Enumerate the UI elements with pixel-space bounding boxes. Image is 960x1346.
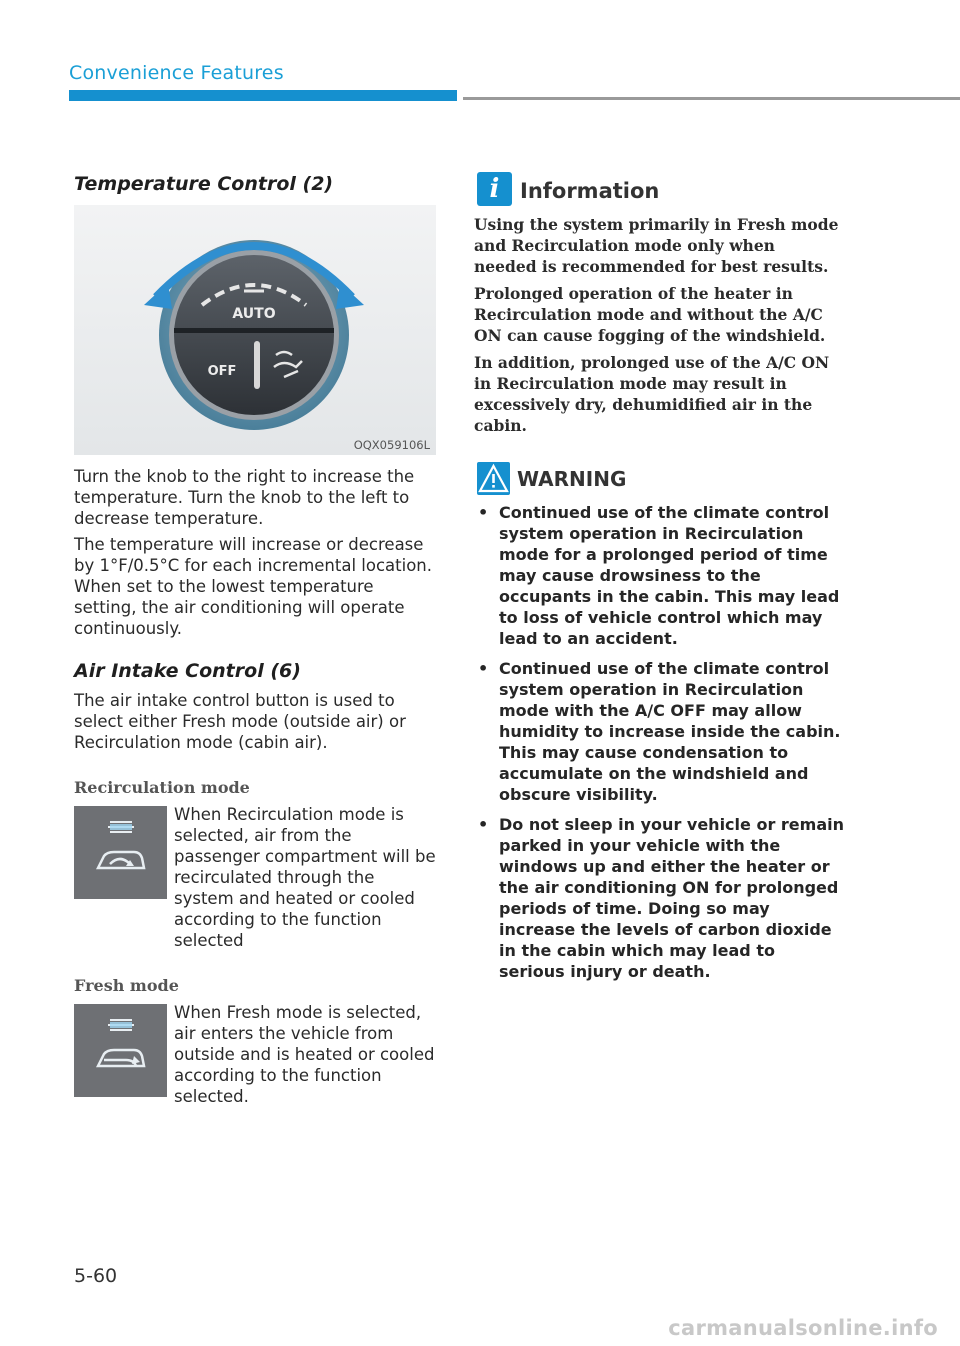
header-accent-bar [69, 90, 457, 101]
recirculation-icon [74, 806, 167, 899]
recirculation-button-image [74, 806, 167, 899]
warning-list [474, 502, 846, 991]
information-icon: i [477, 172, 512, 206]
fresh-air-icon [74, 1004, 167, 1097]
fresh-mode-text: When Fresh mode is selected, air enters the vehicle from outside and is heated or cooled according to the function selected. [174, 1003, 435, 1106]
recirculation-mode-title: Recirculation mode [74, 778, 250, 797]
arrow-left-icon [144, 283, 172, 309]
information-paragraph-2: Prolonged operation of the heater in Recirculation mode and without the A/C ON can cause fogging of the windshield. [474, 284, 826, 345]
air-intake-paragraph: The air intake control button is used to select either Fresh mode (outside air) or Recirculation mode (cabin air). [74, 691, 406, 752]
arrow-right-icon [336, 283, 364, 309]
information-paragraph-3: In addition, prolonged use of the A/C ON in Recirculation mode may result in excessively dry, dehumidified air in the cabin. [474, 353, 830, 435]
warning-item: • Do not sleep in your vehicle or remain parked in your vehicle with the windows up and either the heater or the air conditioning ON for prolonged periods of time. Doing so may increase the levels of carbon dioxide in the cabin which may lead to serious injury or death. [474, 814, 846, 982]
air-intake-heading: Air Intake Control (6) [74, 660, 301, 682]
warning-item: • Continued use of the climate control system operation in Recirculation mode for a prolonged period of time may cause drowsiness to the occupants in the cabin. This may lead to loss of vehicle control which may lead to an accident. [474, 502, 846, 649]
knob-auto-label: AUTO [232, 306, 276, 322]
temperature-paragraph-2: The temperature will increase or decrease by 1°F/0.5°C for each incremental location. When set to the lowest temperature setting, the air conditioning will operate continuously. [74, 535, 432, 638]
knob-off-label: OFF [207, 364, 237, 379]
fresh-button-image [74, 1004, 167, 1097]
information-title: Information [520, 179, 660, 203]
warning-title: WARNING [517, 467, 627, 491]
page-number: 5-60 [74, 1265, 118, 1287]
temperature-knob-illustration [74, 205, 436, 455]
temperature-knob-figure [74, 205, 436, 455]
chapter-title: Convenience Features [69, 62, 284, 84]
figure-code: OQX059106L [353, 438, 430, 452]
temperature-control-heading: Temperature Control (2) [74, 173, 334, 195]
warning-icon [477, 462, 510, 495]
fresh-mode-title: Fresh mode [74, 976, 179, 995]
warning-item: • Continued use of the climate control system operation in Recirculation mode with the A/C OFF may allow humidity to increase inside the cabin. This may cause condensation to accumulate on the windshield and obscure visibility. [474, 658, 846, 805]
temperature-paragraph-1: Turn the knob to the right to increase the temperature. Turn the knob to the left to decrease temperature. [74, 467, 415, 528]
information-paragraph-1: Using the system primarily in Fresh mode and Recirculation mode only when needed is recommended for best results. [474, 215, 839, 276]
recirculation-mode-text: When Recirculation mode is selected, air from the passenger compartment will be recirculated through the system and heated or cooled according to the function selected [174, 805, 436, 950]
header-divider [463, 97, 960, 100]
watermark: carmanualsonline.info [668, 1316, 938, 1340]
